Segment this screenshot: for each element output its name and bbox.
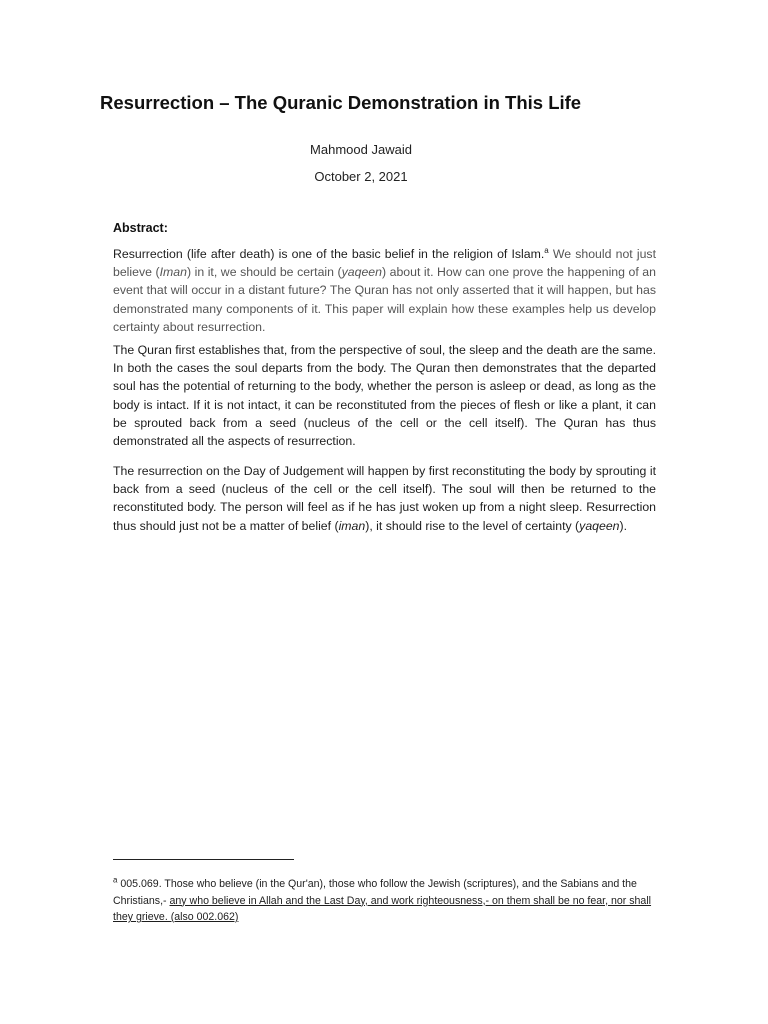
emphasis-yaqeen: yaqeen: [579, 518, 620, 533]
emphasis-iman: iman: [338, 518, 366, 533]
abstract-paragraph-1: [113, 245, 656, 336]
paragraph-1-lead: Resurrection (life after death) is one of the basic belief in the religion of Islam.: [113, 247, 545, 261]
footnote: [113, 876, 656, 926]
paragraph-3-text: ), it should rise to the level of certainty (: [365, 518, 580, 533]
footnote-marker: a: [113, 875, 118, 885]
paragraph-1-text: ) in it, we should be certain (: [186, 265, 342, 280]
emphasis-iman: Iman: [159, 265, 187, 280]
paragraph-1-text: ) about it. How can one prove the happening of an event that will occur in a distant future? The Quran has not only asserted that it will happen, but has demonstrated many components of it. This paper will explain how these examples help us develop certainty about resurrection.: [113, 265, 656, 334]
paragraph-1-text: We should not just believe (: [113, 247, 656, 280]
abstract-paragraph-3: [113, 462, 656, 535]
footnote-underlined-text: any who believe in Allah and the Last Day, and work righteousness,- on them shall be no fear, nor shall they grieve. (also 002.062): [113, 894, 652, 923]
author-name: Mahmood Jawaid: [310, 142, 412, 157]
emphasis-yaqeen: yaqeen: [341, 265, 382, 280]
document-title: Resurrection – The Quranic Demonstration in This Life: [100, 92, 582, 113]
footnote-text: 005.069. Those who believe (in the Qur'an), those who follow the Jewish (scriptures), and the Sabians and the Christians,-: [113, 878, 637, 907]
footnote-reference[interactable]: a: [544, 245, 549, 255]
paragraph-3-text: The resurrection on the Day of Judgement will happen by first reconstituting the body by sprouting it back from a seed (nucleus of the cell or the cell itself). The soul will then be returned to the reconstituted body. The person will feel as if he has just woken up from a night sleep. Resurrection thus should just not be a matter of belief (: [113, 464, 656, 533]
publication-date: October 2, 2021: [314, 169, 408, 184]
footnote-separator: [113, 859, 294, 860]
paragraph-3-text: ).: [619, 518, 628, 533]
abstract-paragraph-2: The Quran first establishes that, from the perspective of soul, the sleep and the death are the same. In both the cases the soul departs from the body. The Quran then demonstrates that the departed soul has the potential of returning to the body, whether the person is asleep or dead, as long as the body is intact. If it is not intact, it can be reconstituted from the pieces of flesh or like a plant, it can be sprouted back from a seed (nucleus of the cell or the cell itself). The Quran has thus demonstrated all the aspects of resurrection.: [113, 343, 656, 449]
abstract-heading: Abstract:: [113, 221, 168, 235]
